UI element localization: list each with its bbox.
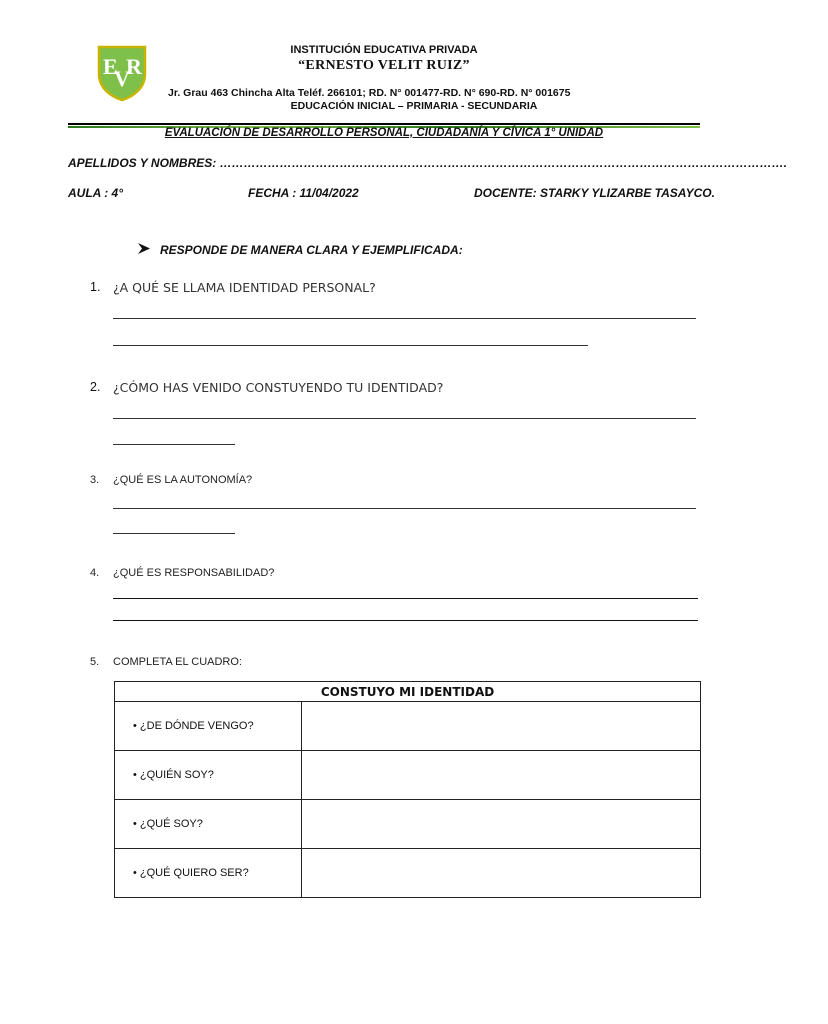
identity-table xyxy=(114,681,701,898)
exam-title: EVALUACIÓN DE DESARROLLO PERSONAL, CIUDADANÍA Y CÍVICA 1° UNIDAD xyxy=(164,127,604,139)
answer-cell[interactable] xyxy=(302,702,701,751)
arrow-bullet-icon xyxy=(138,243,150,257)
answer-cell[interactable] xyxy=(302,800,701,849)
answer-line[interactable] xyxy=(113,598,698,599)
answer-line[interactable] xyxy=(113,444,235,445)
institution-address: Jr. Grau 463 Chincha Alta Teléf. 266101; RD. N° 001477-RD. N° 690-RD. N° 001675 xyxy=(168,87,571,99)
row-label: • ¿DE DÓNDE VENGO? xyxy=(115,702,302,751)
education-levels: EDUCACIÓN INICIAL – PRIMARIA - SECUNDARIA xyxy=(290,100,538,112)
instruction-text: RESPONDE DE MANERA CLARA Y EJEMPLIFICADA: xyxy=(160,243,463,257)
question-number: 3. xyxy=(90,474,100,486)
question-text: ¿QUÉ ES LA AUTONOMÍA? xyxy=(113,474,253,486)
header-divider xyxy=(68,123,700,125)
svg-text:V: V xyxy=(114,66,130,91)
question-number: 4. xyxy=(90,567,100,579)
answer-line[interactable] xyxy=(113,318,696,319)
svg-text:E: E xyxy=(103,54,118,79)
table-row xyxy=(115,800,701,849)
institution-type: INSTITUCIÓN EDUCATIVA PRIVADA xyxy=(290,44,478,56)
question-text: ¿CÓMO HAS VENIDO CONSTUYENDO TU IDENTIDAD? xyxy=(113,380,444,395)
answer-line[interactable] xyxy=(113,533,235,534)
row-label: • ¿QUIÉN SOY? xyxy=(115,751,302,800)
instruction xyxy=(138,243,463,257)
names-field: APELLIDOS Y NOMBRES: ……………………………………………………………………………………………………………………………. xyxy=(68,156,787,170)
row-label: • ¿QUÉ SOY? xyxy=(115,800,302,849)
question-number: 2. xyxy=(90,380,101,394)
question-text: ¿QUÉ ES RESPONSABILIDAD? xyxy=(113,567,275,579)
answer-line[interactable] xyxy=(113,418,696,419)
institution-name: “ERNESTO VELIT RUIZ” xyxy=(298,58,470,73)
svg-text:R: R xyxy=(126,54,142,79)
answer-cell[interactable] xyxy=(302,751,701,800)
teacher-label: DOCENTE: STARKY YLIZARBE TASAYCO. xyxy=(474,186,715,200)
row-label: • ¿QUÉ QUIERO SER? xyxy=(115,849,302,898)
answer-line[interactable] xyxy=(113,620,698,621)
date-label: FECHA : 11/04/2022 xyxy=(248,186,359,200)
table-header: CONSTUYO MI IDENTIDAD xyxy=(115,682,701,702)
question-number: 5. xyxy=(90,656,100,668)
table-row xyxy=(115,702,701,751)
aula-label: AULA : 4° xyxy=(68,186,124,200)
answer-cell[interactable] xyxy=(302,849,701,898)
answer-line[interactable] xyxy=(113,508,696,509)
question-text: COMPLETA EL CUADRO: xyxy=(113,656,242,668)
question-number: 1. xyxy=(90,280,101,294)
answer-line[interactable] xyxy=(113,345,588,346)
table-row xyxy=(115,751,701,800)
table-row xyxy=(115,849,701,898)
question-text: ¿A QUÉ SE LLAMA IDENTIDAD PERSONAL? xyxy=(113,280,376,295)
